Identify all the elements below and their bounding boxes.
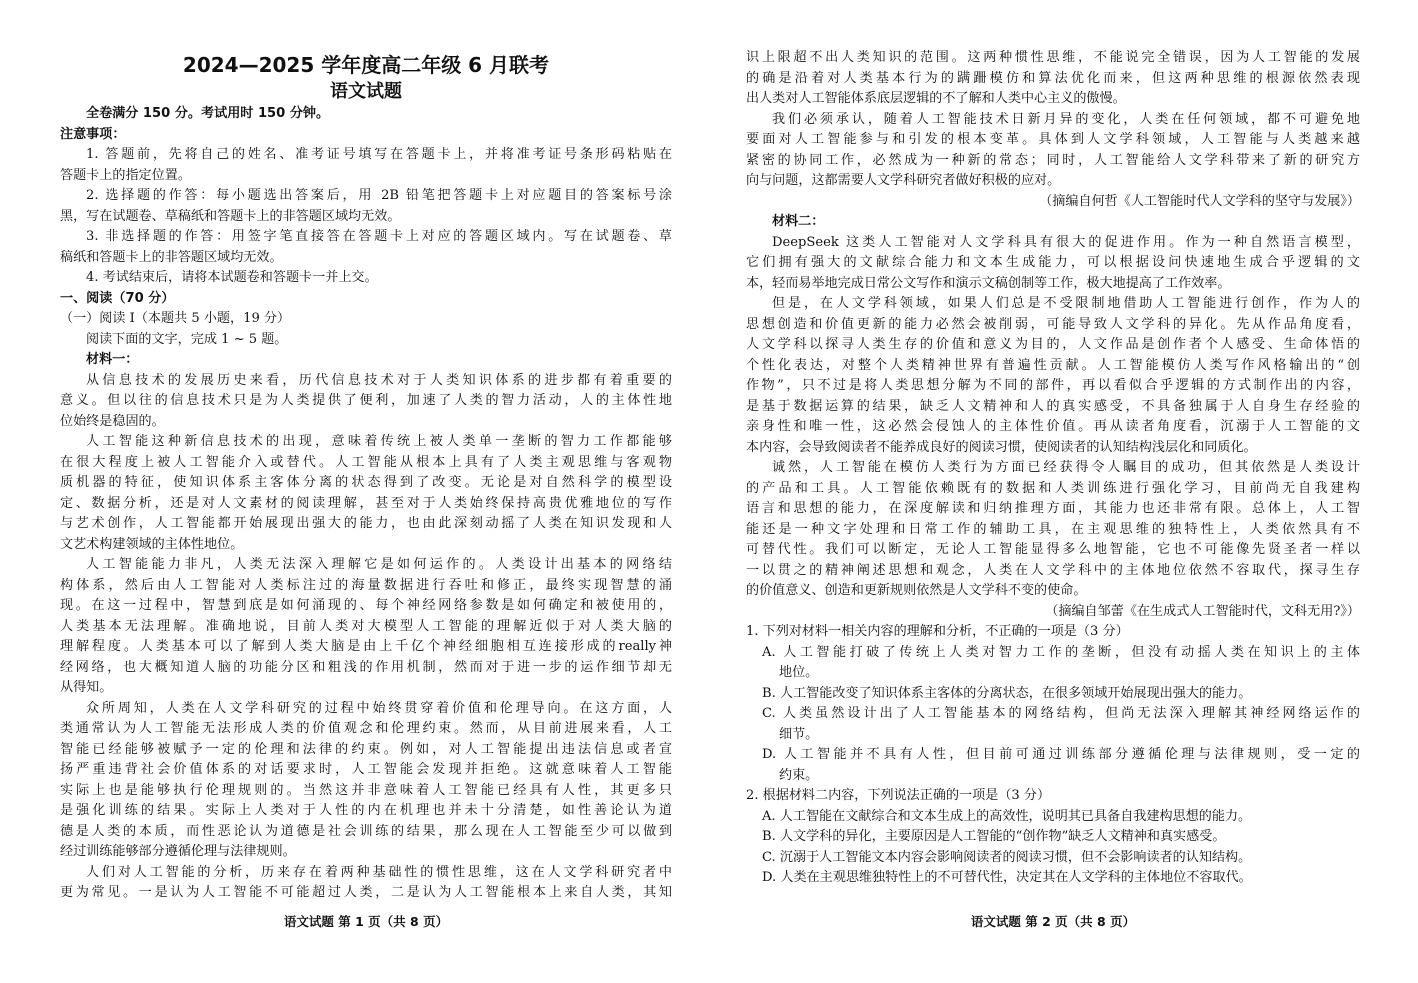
material-2-paragraph: 它们拥有强大的文献综合能力和文本生成能力，可以根据设问快速地生成合乎逻辑的文 — [746, 255, 1360, 270]
material-1-paragraph: 的确是沿着对人类基本行为的蹒跚模仿和算法优化而来，但这两种思维的根源依然表现 — [746, 70, 1360, 86]
material-1-paragraph: 识上限超不出人类知识的范围。这两种惯性思维，不能说完全错误，因为人工智能的发展 — [746, 50, 1360, 65]
material-1-source: （摘编自何哲《人工智能时代人文学科的坚守与发展》） — [1039, 193, 1360, 209]
material-2-paragraph: 作物”，只不过是将人类思想分解为不同的部件，再以看似合乎逻辑的方式制作出的内容， — [746, 378, 1360, 393]
material-1-paragraph: 从得知。 — [60, 680, 113, 695]
notice-item: 稿纸和答题卡上的非答题区域均无效。 — [60, 249, 283, 265]
notice-item: 4. 考试结束后，请将本试题卷和答题卡一并上交。 — [86, 270, 378, 285]
material-1-paragraph: 从信息技术的发展历史来看，历代信息技术对于人类知识体系的进步都有着重要的 — [86, 372, 672, 388]
question-2-stem: 2. 根据材料二内容，下列说法正确的一项是（3 分） — [746, 788, 1051, 803]
material-1-paragraph: 构体系，然后由人工智能对人类标注过的海量数据进行吞吐和修正，最终实现智慧的涌 — [60, 577, 672, 593]
material-2-paragraph: 语言和思想的能力，在深度解读和归纳推理方面，其能力也还非常有限。总体上，人工智 — [746, 501, 1360, 516]
notice-item: 1. 答题前，先将自己的姓名、准考证号填写在答题卡上，并将准考证号条形码粘贴在 — [86, 147, 672, 162]
material-1-paragraph: 理解程度。人类基本可以了解到人类大脑是由上千亿个神经细胞相互连接形成的really神 — [60, 639, 672, 654]
question-1-option: A. 人工智能打破了传统上人类对智力工作的垄断，但没有动摇人类在知识上的主体 — [762, 644, 1360, 660]
material-1-paragraph: 更为常见。一是认为人工智能不可能超过人类，二是认为人工智能根本上来自人类，其知 — [60, 885, 672, 900]
notice-item: 答题卡上的指定位置。 — [60, 167, 191, 183]
material-1-paragraph: 是强化训练的结果。实际上人类对于人性的内在机理也并未十分清楚，如性善论认为道 — [60, 803, 672, 818]
question-2-option: B. 人文学科的异化，主要原因是人工智能的“创作物”缺乏人文精神和真实感受。 — [762, 829, 1226, 844]
question-2-option: D. 人类在主观思维独特性上的不可替代性，决定其在人文学科的主体地位不容取代。 — [762, 870, 1252, 885]
right-page-body — [746, 48, 1360, 889]
material-1-paragraph: 紧密的协同工作，必然成为一种新的常态；同时，人工智能给人文学科带来了新的研究方 — [746, 152, 1360, 168]
material-2-paragraph: 一以贯之的精神阐述思想和观念，人类在人文学科中的主体地位依然不容取代，探寻生存 — [746, 562, 1360, 578]
material-2-paragraph: 的价值意义、创造和更新规则依然是人文学科不变的使命。 — [746, 583, 1087, 598]
material-2-paragraph: 但是，在人文学科领域，如果人们总是不受限制地借助人工智能进行创作，作为人的 — [772, 296, 1360, 311]
material-1-paragraph: 智能已经能够被赋予一定的伦理和法律的约束。例如，对人工智能提出违法信息或者宣 — [60, 741, 672, 757]
material-1-paragraph: 出人类对人工智能体系底层逻辑的不了解和人类中心主义的傲慢。 — [746, 91, 1126, 106]
notice-heading: 注意事项： — [60, 126, 126, 142]
material-1-paragraph: 扬严重违背社会价值体系的对话要求时，人工智能会发现并拒绝。这就意味着人工智能 — [60, 762, 672, 777]
question-2-option: C. 沉溺于人工智能文本内容会影响阅读者的阅读习惯，但不会影响读者的认知结构。 — [762, 849, 1252, 865]
material-2-paragraph: 个性化表达，对整个人类精神世界有普遍性贡献。人工智能模仿人类写作风格输出的“创 — [746, 357, 1360, 373]
material-1-paragraph: 人工智能这种新信息技术的出现，意味着传统上被人类单一垄断的智力工作都能够 — [86, 434, 672, 449]
exam-page-right — [746, 0, 1360, 983]
material-2-paragraph: 诚然，人工智能在模仿人类行为方面已经获得令人瞩目的成功，但其依然是人类设计 — [772, 460, 1360, 475]
material-2-paragraph: 是基于数据运算的结果，缺乏人文精神和人的真实感受，不具备独属于人自身生存经验的 — [746, 398, 1360, 414]
section-heading: 一、阅读（70 分） — [60, 290, 175, 306]
material-1-paragraph: 实际上也是能够执行伦理规则的。当然这并非意味着人工智能已经具有人性，其更多只 — [60, 782, 672, 798]
material-1-paragraph: 众所周知，人类在人文学科研究的过程中始终贯穿着价值和伦理导向。在这方面，人 — [86, 700, 672, 716]
material-2-paragraph: 可替代性。我们可以断定，无论人工智能显得多么地智能，它也不可能像先贤圣者一样以 — [746, 542, 1360, 557]
material-1-paragraph: 德是人类的本质，而性恶论认为道德是社会训练的结果，那么现在人工智能至少可以做到 — [60, 823, 672, 839]
notice-item: 黑，写在试题卷、草稿纸和答题卡上的非答题区域均无效。 — [60, 208, 401, 224]
material-1-paragraph: 向与问题，这都需要人文学科研究者做好积极的应对。 — [746, 173, 1061, 188]
question-1-option: C. 人类虽然设计出了人工智能基本的网络结构，但尚无法深入理解其神经网络运作的 — [762, 706, 1360, 721]
material-1-paragraph: 经过训练能够部分遵循伦理与法律规则。 — [60, 844, 296, 859]
material-1-paragraph: 在很大程度上被人工智能介入或替代。人工智能从根本上具有了人类主观思维与客观物 — [60, 454, 672, 470]
notice-item: 2. 选择题的作答：每小题选出答案后，用 2B 铅笔把答题卡上对应题目的答案标号涂 — [86, 188, 672, 203]
material-1-paragraph: 人们对人工智能的分析，历来存在着两种基础性的惯性思维，这在人文学科研究者中 — [86, 864, 672, 880]
question-2-option: A. 人工智能在文献综合和文本生成上的高效性，说明其已具备自我建构思想的能力。 — [762, 808, 1252, 824]
question-1-option: B. 人工智能改变了知识体系主客体的分离状态，在很多领域开始展现出强大的能力。 — [762, 685, 1252, 701]
material-1-paragraph: 位始终是稳固的。 — [60, 413, 165, 429]
question-1-option: 约束。 — [779, 767, 819, 783]
material-1-paragraph: 定、数据分析，还是对人文素材的阅读理解，甚至对于人类始终保持高贵优雅地位的写作 — [60, 495, 672, 511]
material-2-paragraph: 人文学科以探寻人类生存的价值和意义为目的，人文作品是创作者个人感受、生命体悟的 — [746, 337, 1360, 352]
material-2-paragraph: 本内容，会导致阅读者不能养成良好的阅读习惯，使阅读者的认知结构浅层化和同质化。 — [746, 439, 1257, 455]
question-1-option: 地位。 — [779, 665, 819, 680]
left-page-body — [60, 104, 672, 904]
material-2-paragraph: 思想创造和价值更新的能力必然会被削弱，可能导致人文学科的异化。先从作品角度看， — [746, 316, 1360, 332]
material-2-paragraph: 能还是一种文字处理和日常工作的辅助工具，在主观思维的独特性上，人类依然具有不 — [746, 521, 1360, 537]
reading-instruction: 阅读下面的文字，完成 1 ~ 5 题。 — [86, 331, 288, 347]
material-1-paragraph: 现。在这一过程中，智慧到底是如何涌现的、每个神经网络参数是如何确定和被使用的， — [60, 598, 672, 613]
score-line: 全卷满分 150 分。考试用时 150 分钟。 — [86, 106, 330, 121]
question-1-stem: 1. 下列对材料一相关内容的理解和分析，不正确的一项是（3 分） — [746, 624, 1129, 639]
question-1-option: D. 人工智能并不具有人性，但目前可通过训练部分遵循伦理与法律规则，受一定的 — [762, 747, 1360, 762]
material-1-label: 材料一： — [86, 352, 139, 367]
material-1-paragraph: 要面对人工智能参与和引发的根本变革。具体到人文学科领域，人工智能与人类越来越 — [746, 132, 1360, 147]
material-1-paragraph: 与艺术创作，人工智能都开始展现出强大的能力，也由此深刻动摇了人类在知识发现和人 — [60, 516, 672, 531]
material-2-paragraph: 亲身性和唯一性，这必然会侵蚀人的主体性价值。再从读者角度看，沉溺于人工智能的文 — [746, 419, 1360, 434]
material-1-paragraph: 质机器的特征，使知识体系主客体分离的状态得到了改变。无论是对自然科学的模型设 — [60, 475, 672, 490]
material-1-paragraph: 人类基本无法理解。准确地说，目前人类对大模型人工智能的理解近似于对人类大脑的 — [60, 618, 672, 634]
material-1-paragraph: 人工智能能力非凡，人类无法深入理解它是如何运作的。人类设计出基本的网络结 — [86, 557, 672, 572]
question-1-option: 细节。 — [779, 726, 819, 742]
material-1-paragraph: 意义。但以往的信息技术只是为人类提供了便利，加速了人类的智力活动，人的主体性地 — [60, 393, 672, 408]
material-1-paragraph: 经网络，也大概知道人脑的功能分区和粗浅的作用机制，然而对于进一步的运作细节却无 — [60, 659, 672, 675]
page-footer-2: 语文试题 第 2 页（共 8 页） — [970, 914, 1136, 929]
page-footer-1: 语文试题 第 1 页（共 8 页） — [283, 914, 449, 929]
subsection-heading: （一）阅读 Ⅰ（本题共 5 小题，19 分） — [60, 311, 291, 326]
exam-page-left — [60, 0, 672, 983]
material-2-paragraph: 的产品和工具。人工智能依赖既有的数据和人类训练进行强化学习，目前尚无自我建构 — [746, 480, 1360, 496]
exam-subtitle: 语文试题 — [330, 81, 402, 102]
material-2-paragraph: DeepSeek 这类人工智能对人文学科具有很大的促进作用。作为一种自然语言模型， — [772, 234, 1360, 250]
material-2-label: 材料二： — [772, 214, 825, 229]
exam-title: 2024—2025 学年度高二年级 6 月联考 — [182, 53, 550, 77]
notice-item: 3. 非选择题的作答：用签字笔直接答在答题卡上对应的答题区域内。写在试题卷、草 — [86, 229, 672, 244]
material-2-source: （摘编自邹蕾《在生成式人工智能时代，文科无用?》） — [1045, 603, 1360, 619]
material-1-paragraph: 类通常认为人工智能无法形成人类的价值观念和伦理约束。然而，从目前进展来看，人工 — [60, 721, 672, 736]
material-2-paragraph: 本，轻而易举地完成日常公文写作和演示文稿创制等工作，极大地提高了工作效率。 — [746, 275, 1231, 291]
material-1-paragraph: 我们必须承认，随着人工智能技术日新月异的变化，人类在任何领域，都不可避免地 — [772, 111, 1360, 127]
material-1-paragraph: 文艺术构建领域的主体性地位。 — [60, 536, 244, 552]
